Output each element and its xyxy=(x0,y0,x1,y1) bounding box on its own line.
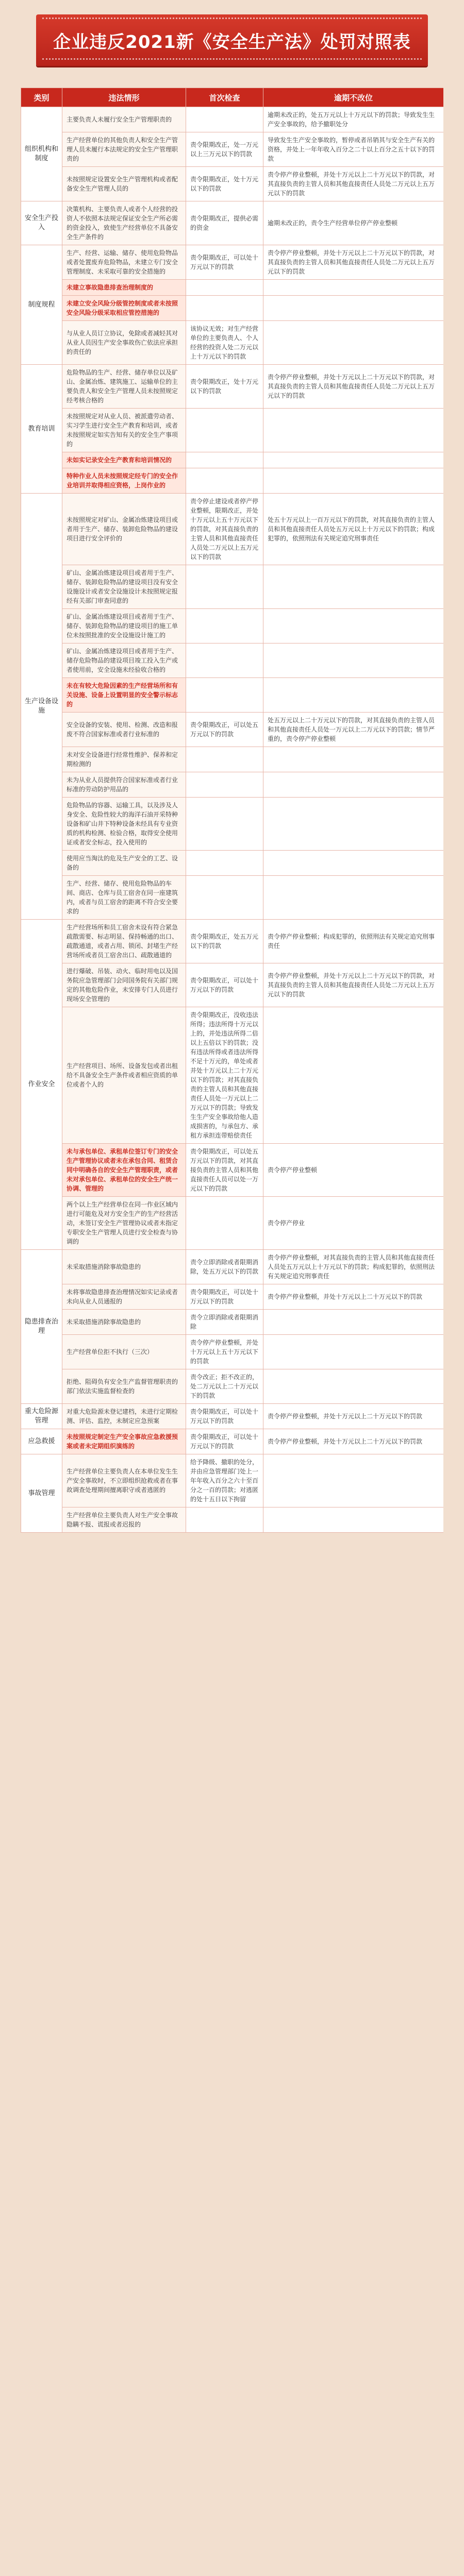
overdue-cell: 责令停产停业整顿；构成犯罪的，依照刑法有关规定追究刑事责任 xyxy=(263,920,444,963)
overdue-cell: 责令停产停业整顿 xyxy=(263,1144,444,1197)
situation-cell: 未与承包单位、承租单位签订专门的安全生产管理协议或者未在承包合同、租赁合同中明确各自的安全生产管理职责，或者未对承包单位、承租单位的安全生产统一协调、管理的 xyxy=(62,1144,186,1197)
table-row xyxy=(21,1335,444,1369)
first-check-cell xyxy=(186,643,263,678)
overdue-cell xyxy=(263,409,444,452)
situation-cell: 两个以上生产经营单位在同一作业区域内进行可能危及对方安全生产的生产经营活动，未签订安全生产管理协议或者未指定专职安全生产管理人员进行安全检查与协调的 xyxy=(62,1197,186,1250)
first-check-cell: 责令限期改正，可以处五万元以下的罚款 xyxy=(186,713,263,747)
overdue-cell xyxy=(263,1369,444,1404)
first-check-cell: 责令限期改正，可以处十万元以下的罚款 xyxy=(186,245,263,280)
table-row xyxy=(21,798,444,851)
situation-cell: 未按照规定制定生产安全事故应急救援预案或者未定期组织演练的 xyxy=(62,1429,186,1454)
overdue-cell xyxy=(263,565,444,609)
category-cell: 制度规程 xyxy=(21,245,62,365)
first-check-cell xyxy=(186,1507,263,1533)
first-check-cell: 责令限期改正，可以处十万元以下的罚款 xyxy=(186,1429,263,1454)
table-row xyxy=(21,1507,444,1533)
column-header-situation: 违法情形 xyxy=(62,88,186,107)
table-row xyxy=(21,876,444,920)
first-check-cell: 责令限期改正，可以处十万元以下的罚款 xyxy=(186,963,263,1007)
overdue-cell xyxy=(263,296,444,321)
table-row xyxy=(21,1144,444,1197)
situation-cell: 未采取措施消除事故隐患的 xyxy=(62,1250,186,1284)
column-header-overdue: 逾期不改位 xyxy=(263,88,444,107)
first-check-cell: 责令立即消除或者限期消除 xyxy=(186,1310,263,1335)
first-check-cell: 责令限期改正，提供必需的资金 xyxy=(186,201,263,245)
situation-cell: 进行爆破、吊装、动火、临时用电以及国务院应急管理部门会同国务院有关部门规定的其他危险作业，未安排专门人员进行现场安全管理的 xyxy=(62,963,186,1007)
situation-cell: 未在有较大危险因素的生产经营场所和有关设施、设备上设置明显的安全警示标志的 xyxy=(62,678,186,713)
table-header-row xyxy=(21,88,444,107)
situation-cell: 与从业人员订立协议，免除或者减轻其对从业人员因生产安全事故伤亡依法应承担的责任的 xyxy=(62,321,186,365)
category-cell: 组织机构和制度 xyxy=(21,107,62,201)
category-cell: 安全生产投入 xyxy=(21,201,62,245)
table-row xyxy=(21,1007,444,1144)
first-check-cell: 责令限期改正，没收违法所得；违法所得十万元以上的，并处违法所得二倍以上五倍以下的罚款；没有违法所得或者违法所得不足十万元的，单处或者并处十万元以上二十万元以下的罚款；对其直接负责的主管人员和其他直接责任人员处一万元以上二万元以下的罚款；导致发生生产安全事故给他人造成损害的，与承包方、承租方承担连带赔偿责任 xyxy=(186,1007,263,1144)
situation-cell: 生产、经营、运输、储存、使用危险物品或者处置废弃危险物品，未建立专门安全管理制度、未采取可靠的安全措施的 xyxy=(62,245,186,280)
situation-cell: 生产经营单位的其他负责人和安全生产管理人员未履行本法规定的安全生产管理职责的 xyxy=(62,132,186,167)
overdue-cell: 责令停产停业整顿，并处十万元以上二十万元以下的罚款 xyxy=(263,1404,444,1429)
situation-cell: 未建立事故隐患排查治理制度的 xyxy=(62,280,186,296)
situation-cell: 未将事故隐患排查治理情况如实记录或者未向从业人员通报的 xyxy=(62,1284,186,1310)
overdue-cell: 责令停产停业整顿，并处十万元以上二十万元以下的罚款，对其直接负责的主管人员和其他直接责任人员处二万元以上五万元以下的罚款 xyxy=(263,167,444,201)
table-row xyxy=(21,772,444,798)
overdue-cell xyxy=(263,1454,444,1507)
overdue-cell: 责令停产停业整顿，并处十万元以上二十万元以下的罚款 xyxy=(263,1429,444,1454)
table-row xyxy=(21,1310,444,1335)
table-row xyxy=(21,1404,444,1429)
overdue-cell xyxy=(263,468,444,494)
situation-cell: 生产经营场所和员工宿舍未设有符合紧急疏散需要、标志明显、保持畅通的出口、疏散通道，或者占用、锁闭、封堵生产经营场所或者员工宿舍出口、疏散通道的 xyxy=(62,920,186,963)
overdue-cell xyxy=(263,678,444,713)
overdue-cell xyxy=(263,643,444,678)
overdue-cell: 处五十万元以上一百万元以下的罚款，对其直接负责的主管人员和其他直接责任人员处五万元以上十万元以下的罚款；构成犯罪的，依照刑法有关规定追究刑事责任 xyxy=(263,494,444,565)
first-check-cell xyxy=(186,798,263,851)
first-check-cell xyxy=(186,876,263,920)
situation-cell: 主要负责人未履行安全生产管理职责的 xyxy=(62,107,186,132)
category-cell: 应急救援 xyxy=(21,1429,62,1454)
table-wrapper xyxy=(21,88,443,2576)
table-row xyxy=(21,409,444,452)
table-row xyxy=(21,132,444,167)
table-row xyxy=(21,321,444,365)
table-row xyxy=(21,920,444,963)
first-check-cell xyxy=(186,565,263,609)
table-body xyxy=(21,107,444,1533)
first-check-cell xyxy=(186,1197,263,1250)
overdue-cell xyxy=(263,609,444,643)
situation-cell: 拒绝、阻碍负有安全生产监督管理职责的部门依法实施监督检查的 xyxy=(62,1369,186,1404)
first-check-cell: 给予降级、撤职的处分，并由应急管理部门处上一年年收入百分之六十至百分之一百的罚款；对逃匿的处十五日以下拘留 xyxy=(186,1454,263,1507)
first-check-cell: 责令限期改正，处一万元以上三万元以下的罚款 xyxy=(186,132,263,167)
overdue-cell: 责令停产停业 xyxy=(263,1197,444,1250)
table-row xyxy=(21,747,444,772)
situation-cell: 安全设备的安装、使用、检测、改造和报废不符合国家标准或者行业标准的 xyxy=(62,713,186,747)
overdue-cell xyxy=(263,452,444,468)
table-row xyxy=(21,1284,444,1310)
first-check-cell: 责令限期改正，处十万元以下的罚款 xyxy=(186,167,263,201)
overdue-cell: 逾期未改正的，责令生产经营单位停产停业整顿 xyxy=(263,201,444,245)
situation-cell: 使用应当淘汰的危及生产安全的工艺、设备的 xyxy=(62,851,186,876)
first-check-cell xyxy=(186,280,263,296)
first-check-cell xyxy=(186,452,263,468)
first-check-cell xyxy=(186,107,263,132)
category-cell: 生产设备设施 xyxy=(21,494,62,920)
table-row xyxy=(21,452,444,468)
table-row xyxy=(21,851,444,876)
first-check-cell: 责令限期改正，可以处十万元以下的罚款 xyxy=(186,1404,263,1429)
situation-cell: 未为从业人员提供符合国家标准或者行业标准的劳动防护用品的 xyxy=(62,772,186,798)
situation-cell: 未按照规定对矿山、金属冶炼建设项目或者用于生产、储存、装卸危险物品的建设项目进行安全评价的 xyxy=(62,494,186,565)
overdue-cell: 责令停产停业整顿，并处十万元以上二十万元以下的罚款 xyxy=(263,1284,444,1310)
situation-cell: 危险物品的容器、运输工具，以及涉及人身安全、危险性较大的海洋石油开采特种设备和矿山井下特种设备未经具有专业资质的机构检测、检验合格，取得安全使用证或者安全标志，投入使用的 xyxy=(62,798,186,851)
situation-cell: 矿山、金属冶炼建设项目或者用于生产、储存、装卸危险物品的建设项目没有安全设施设计或者安全设施设计未按照规定报经有关部门审查同意的 xyxy=(62,565,186,609)
table-row xyxy=(21,643,444,678)
first-check-cell xyxy=(186,296,263,321)
overdue-cell xyxy=(263,851,444,876)
table-row xyxy=(21,494,444,565)
table-row xyxy=(21,1250,444,1284)
overdue-cell xyxy=(263,747,444,772)
situation-cell: 对重大危险源未登记建档，未进行定期检测、评估、监控，未制定应急预案 xyxy=(62,1404,186,1429)
overdue-cell xyxy=(263,1310,444,1335)
first-check-cell xyxy=(186,678,263,713)
table-row xyxy=(21,565,444,609)
banner-border-bottom xyxy=(42,58,422,63)
table-row xyxy=(21,201,444,245)
situation-cell: 未按照规定设置安全生产管理机构或者配备安全生产管理人员的 xyxy=(62,167,186,201)
first-check-cell: 责令限期改正，处十万元以下的罚款 xyxy=(186,365,263,409)
overdue-cell: 导致发生生产安全事故的，暂停或者吊销其与安全生产有关的资格，并处上一年年收入百分之二十以上百分之五十以下的罚款 xyxy=(263,132,444,167)
situation-cell: 决策机构、主要负责人或者个人经营的投资人不依照本法规定保证安全生产所必需的资金投入，致使生产经营单位不具备安全生产条件的 xyxy=(62,201,186,245)
page-title: 企业违反2021新《安全生产法》处罚对照表 xyxy=(53,31,411,53)
situation-cell: 未如实记录安全生产教育和培训情况的 xyxy=(62,452,186,468)
situation-cell: 生产经营单位主要负责人对生产安全事故隐瞒不报、谎报或者迟报的 xyxy=(62,1507,186,1533)
situation-cell: 生产经营单位拒不执行（三次） xyxy=(62,1335,186,1369)
table-row xyxy=(21,280,444,296)
situation-cell: 危险物品的生产、经营、储存单位以及矿山、金属冶炼、建筑施工、运输单位的主要负责人和安全生产管理人员未按照规定经考核合格的 xyxy=(62,365,186,409)
overdue-cell xyxy=(263,876,444,920)
first-check-cell xyxy=(186,468,263,494)
table-row xyxy=(21,296,444,321)
category-cell: 事故管理 xyxy=(21,1454,62,1533)
table-row xyxy=(21,245,444,280)
situation-cell: 特种作业人员未按照规定经专门的安全作业培训并取得相应资格，上岗作业的 xyxy=(62,468,186,494)
table-row xyxy=(21,167,444,201)
overdue-cell: 责令停产停业整顿，并处十万元以上二十万元以下的罚款，对其直接负责的主管人员和其他直接责任人员处二万元以上五万元以下的罚款 xyxy=(263,963,444,1007)
category-cell: 作业安全 xyxy=(21,920,62,1250)
overdue-cell xyxy=(263,280,444,296)
situation-cell: 未建立安全风险分级管控制度或者未按照安全风险分级采取相应管控措施的 xyxy=(62,296,186,321)
situation-cell: 未对安全设备进行经常性维护、保养和定期检测的 xyxy=(62,747,186,772)
situation-cell: 矿山、金属冶炼建设项目或者用于生产、储存危险物品的建设项目竣工投入生产或者使用前，安全设施未经验收合格的 xyxy=(62,643,186,678)
overdue-cell xyxy=(263,798,444,851)
first-check-cell: 责令限期改正，可以处五万元以下的罚款，对其直接负责的主管人员和其他直接责任人员可以处一万元以下的罚款 xyxy=(186,1144,263,1197)
first-check-cell xyxy=(186,851,263,876)
overdue-cell xyxy=(263,1007,444,1144)
first-check-cell: 责令改正；拒不改正的，处二万元以上二十万元以下的罚款 xyxy=(186,1369,263,1404)
penalty-table xyxy=(21,88,443,1533)
overdue-cell xyxy=(263,772,444,798)
first-check-cell: 责令停止建设或者停产停业整顿，限期改正，并处十万元以上五十万元以下的罚款，对其直接负责的主管人员和其他直接责任人员处二万元以上五万元以下的罚款 xyxy=(186,494,263,565)
overdue-cell: 责令停产停业整顿，对其直接负责的主管人员和其他直接责任人员处五万元以上十万元以下的罚款；构成犯罪的，依照刑法有关规定追究刑事责任 xyxy=(263,1250,444,1284)
overdue-cell xyxy=(263,1335,444,1369)
table-row xyxy=(21,468,444,494)
table-row xyxy=(21,963,444,1007)
title-banner xyxy=(36,14,428,66)
category-cell: 重大危险源管理 xyxy=(21,1404,62,1429)
overdue-cell xyxy=(263,1507,444,1533)
first-check-cell: 责令停产停业整顿，并处十万元以上五十万元以下的罚款 xyxy=(186,1335,263,1369)
situation-cell: 未按照规定对从业人员、被派遣劳动者、实习学生进行安全生产教育和培训，或者未按照规定如实告知有关的安全生产事项的 xyxy=(62,409,186,452)
table-row xyxy=(21,107,444,132)
overdue-cell xyxy=(263,321,444,365)
first-check-cell xyxy=(186,747,263,772)
first-check-cell: 责令立即消除或者限期消除，处五万元以下的罚款 xyxy=(186,1250,263,1284)
table-row xyxy=(21,365,444,409)
table-row xyxy=(21,1197,444,1250)
table-row xyxy=(21,1454,444,1507)
situation-cell: 矿山、金属冶炼建设项目或者用于生产、储存、装卸危险物品的建设项目的施工单位未按照批准的安全设施设计施工的 xyxy=(62,609,186,643)
overdue-cell: 处五万元以上二十万元以下的罚款，对其直接负责的主管人员和其他直接责任人员处一万元以上二万元以下的罚款；情节严重的，责令停产停业整顿 xyxy=(263,713,444,747)
overdue-cell: 责令停产停业整顿，并处十万元以上二十万元以下的罚款，对其直接负责的主管人员和其他直接责任人员处二万元以上五万元以下的罚款 xyxy=(263,245,444,280)
situation-cell: 未采取措施消除事故隐患的 xyxy=(62,1310,186,1335)
first-check-cell xyxy=(186,609,263,643)
banner-border-top xyxy=(42,18,422,22)
table-row xyxy=(21,1369,444,1404)
first-check-cell: 该协议无效；对生产经营单位的主要负责人、个人经营的投资人处二万元以上十万元以下的罚款 xyxy=(186,321,263,365)
table-row xyxy=(21,678,444,713)
first-check-cell: 责令限期改正，可以处十万元以下的罚款 xyxy=(186,1284,263,1310)
table-row xyxy=(21,713,444,747)
category-cell: 教育培训 xyxy=(21,365,62,494)
situation-cell: 生产经营单位主要负责人在本单位发生生产安全事故时，不立即组织抢救或者在事故调查处理期间擅离职守或者逃匿的 xyxy=(62,1454,186,1507)
situation-cell: 生产、经营、储存、使用危险物品的车间、商店、仓库与员工宿舍在同一座建筑内，或者与员工宿舍的距离不符合安全要求的 xyxy=(62,876,186,920)
overdue-cell: 逾期未改正的，处五万元以上十万元以下的罚款；导致发生生产安全事故的，给予撤职处分 xyxy=(263,107,444,132)
first-check-cell xyxy=(186,409,263,452)
first-check-cell: 责令限期改正，处五万元以下的罚款 xyxy=(186,920,263,963)
table-row xyxy=(21,609,444,643)
overdue-cell: 责令停产停业整顿，并处十万元以上二十万元以下的罚款，对其直接负责的主管人员和其他直接责任人员处二万元以上五万元以下的罚款 xyxy=(263,365,444,409)
column-header-category: 类别 xyxy=(21,88,62,107)
category-cell: 隐患排查治理 xyxy=(21,1250,62,1404)
first-check-cell xyxy=(186,772,263,798)
column-header-first: 首次检查 xyxy=(186,88,263,107)
situation-cell: 生产经营项目、场所、设备发包或者出租给不具备安全生产条件或者相应资质的单位或者个人的 xyxy=(62,1007,186,1144)
table-row xyxy=(21,1429,444,1454)
